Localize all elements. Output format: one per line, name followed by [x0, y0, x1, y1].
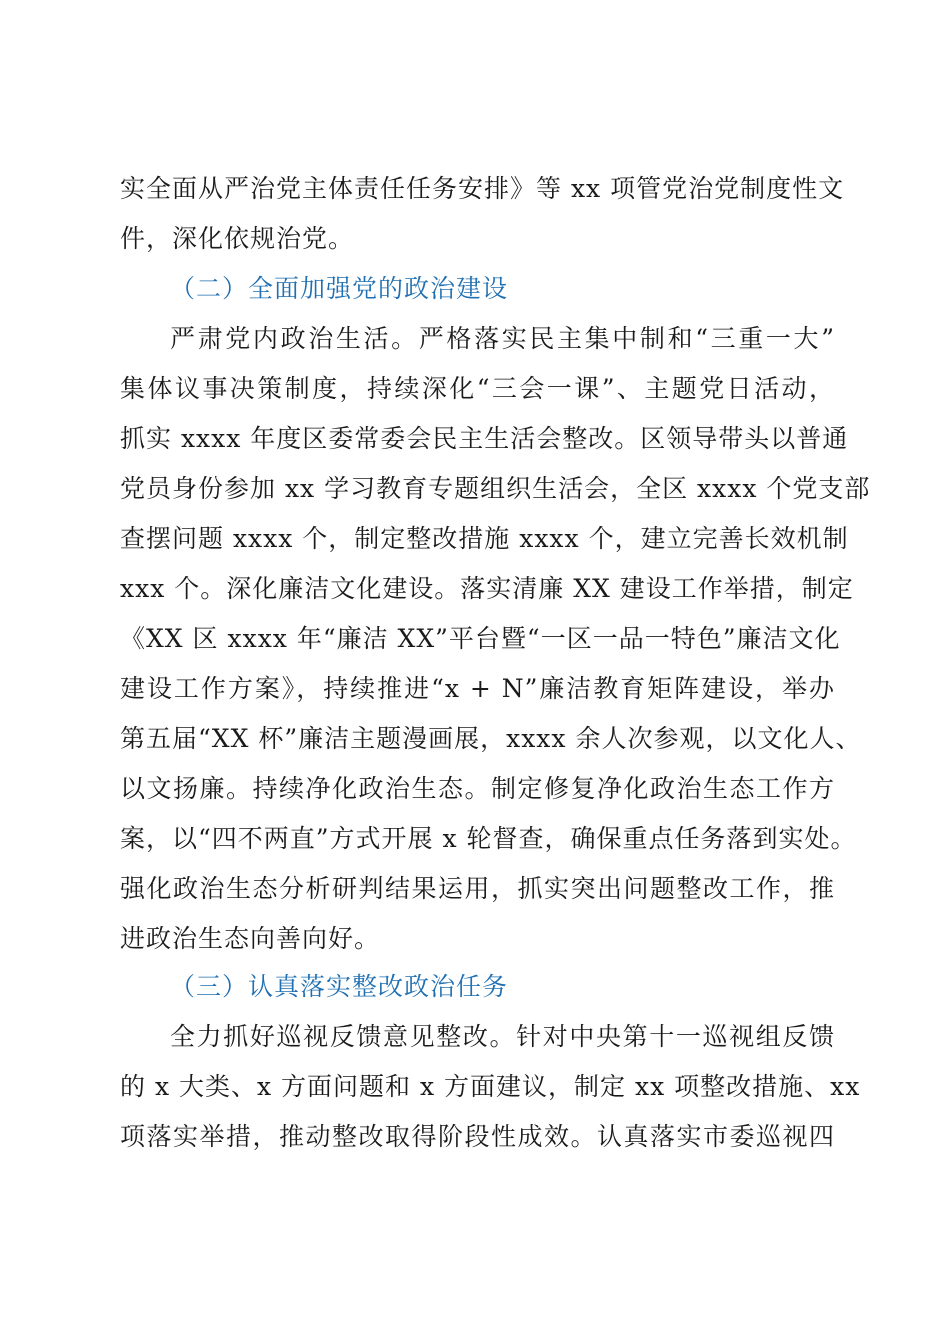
body-text-line: 查摆问题 xxxx 个，制定整改措施 xxxx 个，建立完善长效机制 — [120, 524, 849, 553]
body-text-line: 的 x 大类、x 方面问题和 x 方面建议，制定 xx 项整改措施、xx — [120, 1072, 861, 1101]
body-text-line: 《XX 区 xxxx 年“廉洁 XX”平台暨“一区一品一特色”廉洁文化 — [120, 624, 841, 653]
body-text-line: 建设工作方案》，持续推进“x + N”廉洁教育矩阵建设，举办 — [120, 674, 835, 703]
body-text-line: xxx 个。深化廉洁文化建设。落实清廉 XX 建设工作举措，制定 — [120, 574, 854, 603]
section-heading-3: （三）认真落实整改政治任务 — [170, 972, 509, 1001]
body-text-line: 以文扬廉。持续净化政治生态。制定修复净化政治生态工作方 — [120, 774, 835, 803]
body-text-line: 项落实举措，推动整改取得阶段性成效。认真落实市委巡视四 — [120, 1122, 835, 1151]
body-text-line: 严肃党内政治生活。严格落实民主集中制和“三重一大” — [170, 324, 835, 353]
section-heading-2: （二）全面加强党的政治建设 — [170, 274, 509, 303]
body-text-line: 全力抓好巡视反馈意见整改。针对中央第十一巡视组反馈 — [170, 1022, 835, 1051]
body-text-line: 集体议事决策制度，持续深化“三会一课”、主题党日活动， — [120, 374, 835, 403]
body-text-line: 抓实 xxxx 年度区委常委会民主生活会整改。区领导带头以普通 — [120, 424, 849, 453]
body-text-line: 进政治生态向善向好。 — [120, 924, 381, 953]
body-text-line: 件，深化依规治党。 — [120, 224, 355, 253]
body-text-line: 强化政治生态分析研判结果运用，抓实突出问题整改工作，推 — [120, 874, 835, 903]
body-text-line: 案，以“四不两直”方式开展 x 轮督查，确保重点任务落到实处。 — [120, 824, 857, 853]
body-text-line: 实全面从严治党主体责任任务安排》等 xx 项管党治党制度性文 — [120, 174, 845, 203]
body-text-line: 党员身份参加 xx 学习教育专题组织生活会，全区 xxxx 个党支部 — [120, 474, 871, 503]
body-text-line: 第五届“XX 杯”廉洁主题漫画展，xxxx 余人次参观，以文化人、 — [120, 724, 862, 753]
